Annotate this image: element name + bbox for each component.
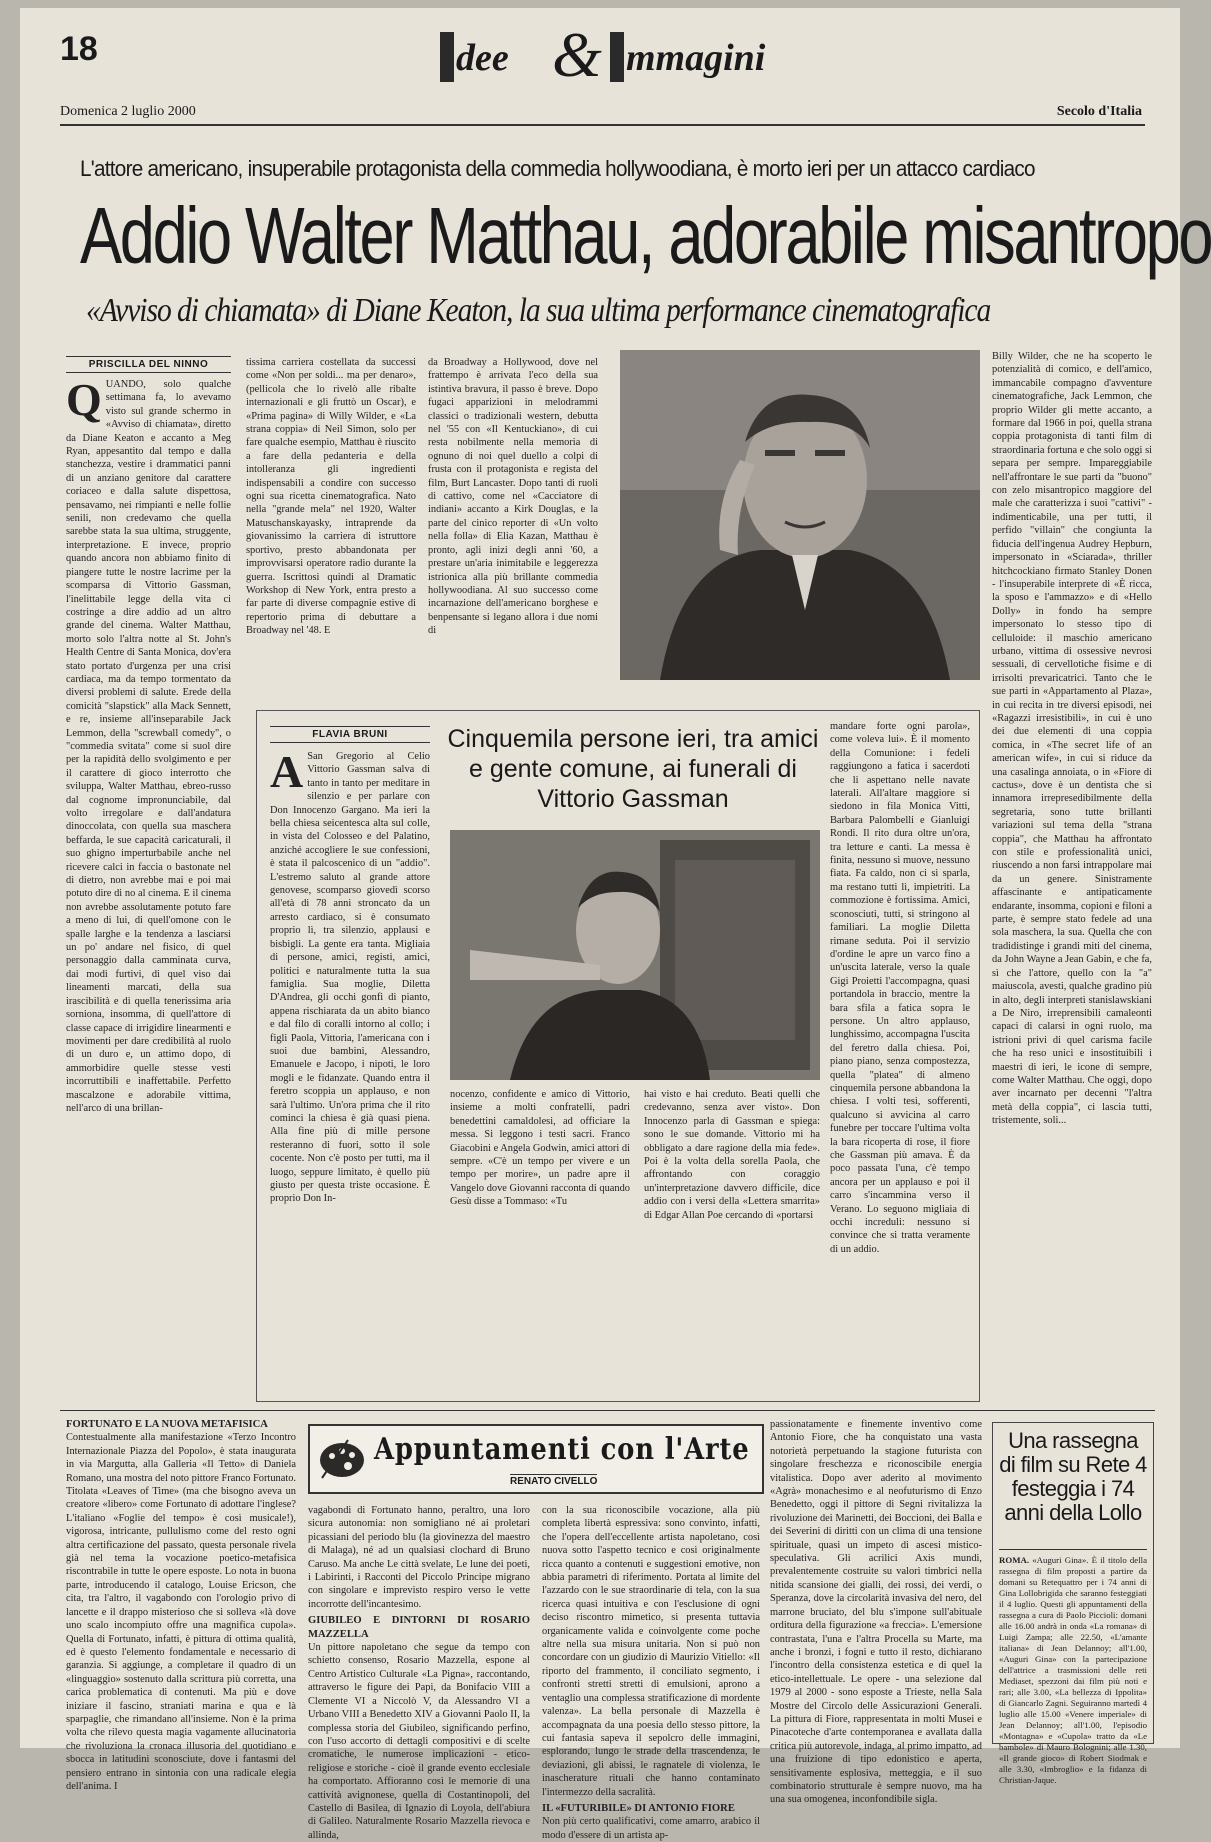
main-col-4: Billy Wilder, che ne ha scoperto le potenzialità di comico, e dell'amico, immancabile compagno d'avventure cinematografiche, Jack Lemmon, che proprio Wilder gli mette accanto, a formare dal 1966 in poi, quella strana coppia protagonista di tanti film di straordinaria fortuna e che solo oggi si separa per sempre. Impareggiabile nell'affrontare le sue parti da "buono" con zelo misantropico maggiore del male che caratterizza i suoi "cattivi" - indimenticabile, una per tutti, il perfido "villain" che congiunta la fiducia dell'ingenua Audrey Hepburn, impersonato in «Sciarada», thriller hitchcockiano firmato Stanley Donen - l'insuperabile interprete di «È ricca, la sposo e l'ammazzo» e di «Hello Dolly» in fondo ha sempre impersonato lo stesso tipo di celluloide: il maschio americano urbano, vittima di ossessive nevrosi sessuali, di cervellotiche fisime e di irrisolti prevaricatrici. Tanto che le sue parti in «Appartamento al Plaza», in cui recita in tre diversi episodi, nei «Ragazzi irresistibili», in cui è uno dei due elementi di una coppia comica, in «The secret life of an american wife», in cui si riduce da una casalinga annoiata, o in «Fiore di cactus», dove è un dentista che si innamora irrepresedibilmente della segretaria, sono tutte brillanti variazioni sul tema della "strana coppia", che Matthau ha affrontato con stile e professionalità unici, riuscendo a non farsi intrappolare mai da un genere. Sinistramente affascinante e antipaticamente endarante, insomma, copioni e filoni a parte, è sempre stato fedele ad una sola maschera, la sua. Quella che con tradidistinge i grandi miti del cinema, da John Wayne a Jean Gabin, e che fa, sì che l'attore, quello con la "a" maiuscola, avesti, qualche gradino più in alto, degli interpreti stanislawskiani a De Niro, irreprensibili camaleonti capaci di calarsi in ogni ruolo, ma istrioni privi di quel carisma facile che ha reso unici e insostituibili i maestri di ieri, le icone di sempre, come Walter Matthau. Che oggi, dopo aver incarnato per decenni "l'altra metà della coppia", ci lascia tutti, tristemente, soli... (992, 351, 1152, 1127)
gassman-headline: Cinquemila persone ieri, tra amici e gente comune, ai funerali di Vittorio Gassman (447, 725, 819, 813)
arte-col-2 (308, 1504, 530, 1841)
newspaper-name: Secolo d'Italia (1056, 104, 1142, 119)
headline: Addio Walter Matthau, adorabile misantropo (80, 191, 1211, 280)
palette-icon (318, 1434, 366, 1482)
section-logo-word-1: dee (456, 37, 509, 79)
lollo-box (992, 1422, 1154, 1785)
arte-title-box (308, 1424, 764, 1494)
newspaper-page (20, 8, 1211, 1841)
arte-col-1-text: Contestualmente alla manifestazione «Terzo Incontro Internazionale Piazza del Popolo», è stata inaugurata in via Margutta, alla Galleria «Il Tetto» di Daniela Romano, una mostra del noto pittore Franco Fortunato. Titolata «Leaves of Time» (ma che bisogno aveva un creatore «libero» come Fortunato di adottare l'inglese? L'italiano «Foglie del tempo» è così musicale!), vigorosa, intricante, pullulismo come del resto ogni altra certificazione del passato, questa personale rivela già nel tema la vocazione poetico-metafisica riscontrabile in tutte le opere esposte. Lo nota in buona parte, introducendo il catalogo, Louise Ericson, che cita, tra l'altro, il vagabondo con l'orologio privo di lancette e il drappo misterioso che si solleva «là dove uno scalo incompiuto offre una magnifica cupola». Quella di Fortunato, infatti, è pittura di ottima qualità, ed è questo l'elemento fondamentale e necessario di garanzia. Si aggiunge, a completare il quadro di un «linguaggio» sostenuto dalla scrittura più corretta, una carica problematica di contenuti. Ma più e dove iniziare il fascino, straniati marina e qua e là sparpaglie, che rimandano all'insieme. Non è la prima volta che rilevo questa magia vagamente allucinatoria che rivoluziona la cronaca illusoria del quotidiano e sbocca in latitudini sconosciute, dove i fantasmi del pensiero entrano in sintonia con una radicale elegia dell'anima. I (66, 1432, 296, 1792)
gassman-col-1 (270, 746, 430, 1390)
subheadline: «Avviso di chiamata» di Diane Keaton, la sua ultima performance cinematografica (86, 292, 991, 329)
page-number: 18 (60, 30, 98, 68)
kicker: L'attore americano, insuperabile protagonista della commedia hollywoodiana, è morto ieri per un attacco cardiaco (80, 156, 1035, 181)
gassman-col-1-text: San Gregorio al Celio Vittorio Gassman salva di tanto in tanto per meditare in silenzio e per parlare con Don Innocenzo Gargano. Ma ieri la bella chiesa seicentesca alta sul colle, in vista del Colosseo e del Palatino, anziché accogliere le sue confessioni, è stata il palcoscenico di un "addio". L'estremo saluto al grande attore genovese, scomparso giovedì scorso all'età di 78 anni stroncato da un arresto cardiaco, si è consumato proprio lì, tra silenzio, applausi e bisbigli. La gente era tanta. Migliaia di persone, amici, registi, amici, politici e naturalmente tutta la sua famiglia. Sua moglie, Diletta D'Andrea, gli occhi gonfi di pianto, appena rischiarata da un abito bianco e dal filo di coralli intorno al collo; i figli Paola, Vittoria, l'americana con i suoi due bambini, Alessandro, Emanuele e Jacopo, i nipoti, le loro mogli e le fidanzate. Quando entra il feretro scoppia un applauso, e non sarà l'ultimo. Un'ora prima che il rito cominci la chiesa è già quasi piena. Alla fine più di mille persone resteranno di fuori, sotto il sole cocente. Non c'è posto per tutti, ma il luogo, seppure limitato, è quello più giusto per questa triste occasione. È proprio Don In- (270, 751, 430, 1205)
arte-title: Appuntamenti con l'Arte (374, 1432, 750, 1467)
section-logo-word-2: mmagini (626, 37, 766, 79)
arte-col-3 (542, 1504, 760, 1841)
section-logo-ampersand: & (552, 19, 602, 90)
arte-col-1 (66, 1418, 296, 1792)
matthau-portrait-image (620, 350, 980, 680)
section-logo (440, 18, 800, 90)
main-col-1 (66, 374, 231, 1413)
arte-col-3b-text: Non più certo qualificativi, come amarro, arabico il modo d'essere di un artista ap- (542, 1816, 760, 1841)
gassman-portrait-image (450, 830, 820, 1080)
header-rule (60, 124, 1145, 126)
lollo-text: «Auguri Gina». È il titolo della rassegna di film proposti a partire da domani su Retequattro per i 74 anni di Gina Lollobrigida che saranno festeggiati il 4 luglio. Questi gli appuntamenti della rassegna a cura di Paolo Piccioli: domani alle 16.00 andrà in onda «La romana» di Luigi Zampa; alle 22.50, «L'amante italiana» di Jean Delannoy; all'1.00, «Auguri Gina» con la partecipazione dell'attrice a trasmissioni delle reti Mediaset, spezzoni dai film più noti e rari; alle 3.00, «La bellezza di Ippolita» di Giancarlo Zagni. Seguiranno martedì 4 luglio alle 15.00 «Venere imperiale» di Jean Delannoy; all'1.00, l'episodio «Montagna» e «Cupola» tratto da «Le bambole» di Mauro Bolognini; alle 1.30, «Il grande gioco» di Robert Siodmak e alle 3.30, «Imbroglio» e la fidanza di Christian-Jaque. (999, 1555, 1147, 1785)
gassman-author: FLAVIA BRUNI (270, 726, 430, 743)
main-author: PRISCILLA DEL NINNO (66, 356, 231, 373)
arte-col-1-head: FORTUNATO E LA NUOVA METAFISICA (66, 1419, 268, 1430)
arte-col-3-head: IL «FUTURIBILE» DI ANTONIO FIORE (542, 1802, 735, 1814)
lollo-headline: Una rassegna di film su Rete 4 festeggia i 74 anni della Lollo (999, 1428, 1147, 1525)
main-col-2: tissima carriera costellata da successi come «Non per soldi... ma per denaro», (pellicola che lo rivelò alle ribalte internazionali e gli fruttò un Oscar), e «Prima pagina» di Willy Wilder, e «La strana coppia» di Neil Simon, solo per fare qualche esempio, Matthau è riuscito a fare della pedanteria e della intolleranza gli ingredienti indispensabili a condire con successo ogni sua ricetta cinematografica. Nato nella "grande mela" nel 1920, Walter Matuschanskayasky, intraprende da giovanissimo la carriera di istruttore sportivo, presto abbandonata per improvvisarsi operatore radio durante la guerra. Iscrittosi quindi al Dramatic Workshop di New York, entra presto a far parte di diverse compagnie estive di repertorio prima di debuttare a Broadway nel '48. E (246, 357, 416, 637)
arte-col-3-text: con la sua riconoscibile vocazione, alla più completa libertà espressiva: sono convinto, infatti, che l'opera dell'eccellente artista napoletano, così nuova sotto l'aspetto tecnico e così originalmente ricca quanto a contenuti e suggestioni emotive, non abbia parametri di riferimento. Portata al limite del l'azzardo con le sue straordinarie di tela, con la sua ricerca quasi intuitiva e con l'esclusione di ogni deciso riscontro mimetico, si presenta tuttavia organicamente valida e coinvolgente come poche altre nella sua misura unitaria. Non si può non concordare con un giudizio di Maurizio Vitiello: «Il riporto del frammento, il conciliato segmento, i confronti stretti stretti di emulsioni, aprono a ventaglio una complessa stratificazione di mordente valenza». La bella personale di Mazzella è accompagnata da una poesia dello stesso pittore, la cui fantasia sapeva il sepolcro delle immagini, esplorando, lungo le strade della trascendenza, le deviazioni, gli abissi, le ragnatele di violenza, le inascherature rituali che hanno contaminato l'intermezzo della sacralità. (542, 1505, 760, 1798)
gassman-dropcap: A (270, 746, 304, 797)
gassman-col-2: nocenzo, confidente e amico di Vittorio, insieme a molti confratelli, padri benedettini camaldolesi, ad officiare la messa. Si leggono i testi sacri. Franco Giacobini e Angela Godwin, amici attori di sempre. «C'è un tempo per vivere e un tempo per morire», un padre apre il Vangelo dove Giovanni racconta di quando Gesù disse a Tommaso: «Tu (450, 1089, 630, 1208)
arte-col-2-text: vagabondi di Fortunato hanno, peraltro, una loro sicura autonomia: non somigliano né ai proletari picassiani del periodo blu (la giovinezza del maestro di Malaga), né ad un qualsiasi clochard di Bruno Caruso. Ma anche Le città svelate, Le lune dei poeti, i Labirinti, i Racconti del Piccolo Principe migrano con singolare e imprevisto respiro verso le vette incorrotte dell'incantesimo. (308, 1505, 530, 1610)
arte-col-2b-text: Un pittore napoletano che segue da tempo con schietto consenso, Rosario Mazzella, espone al Centro Artistico Culturale «La Pigna», raccontando, attraverso le figure dei Papi, da Bonifacio VIII a Clemente VI a Niccolò V, da Alessandro VI a Urbano VIII a Benedetto XIV a Giovanni Paolo II, la complessa storia del Giubileo, significando perfino, con l'uso accorto di dettagli compositivi e di scelte cromatiche, le numerose implicazioni - etico-religiose e storiche - cioè il grande evento ecclesiale ha comportato. Affioranno così le memorie di una cattività avignonese, quella di Costantinopoli, del Castello di Basilea, di Ignazio di Loyola, dell'abiura di Galileo. Naturalmente Rosario Mazzella rievoca e allinda, (308, 1642, 530, 1841)
main-dropcap: Q (66, 374, 102, 425)
main-col-3: da Broadway a Hollywood, dove nel frattempo è arrivata l'eco della sua istintiva bravura, il passo è breve. Dopo fugaci apparizioni in melodrammi classici o tradizionali western, debutta nel '55 con «Il Kentuckiano», di cui resta nobilmente nella memoria di ognuno di noi quel duello a colpi di frusta con il protagonista e regista del film, Burt Lancaster. Dopo tanti di ruoli di cattivo, come nel «Cacciatore di indiani» accanto a Kirk Douglas, e la parte del cinico reporter di «Un volto nella folla» di Elia Kazan, Matthau è pronto, agli inizi degli anni '60, a prestare un'aria inimitabile e leggerezza istrionica alla più brillante commedia hollywoodiana. Al suo successo come incarnazione dell'americano borghese e benpensante si legano allora i due nomi di (428, 357, 598, 637)
arte-col-4: passionatamente e finemente inventivo come Antonio Fiore, che ha conquistato una vasta notorietà perpetuando la stagione futurista con singolare freschezza e riconoscibile energia vitalistica. Dopo aver aderito al movimento «Agrà» monachesimo e al neofuturismo di Enzo Benedetto, oggi il pittore di Segni rivitalizza la rivoluzione dei Marinetti, dei Boccioni, dei Balla e dei Severini di diritti con un clima di una tensione spirituale, quasi un impeto di ascesi mistico-speculativa. Gli acrilici Axis mundi, prevalentemente costruite su valori timbrici nella nitida scansione dei gialli, dei rossi, dei verdi, o Speranza, dove la circolarità invasiva del nero, del marrone bruciato, del blu s'impone sull'abituale orditura della figurazione «a freccia». L'emersione contrastata, l'una e l'altra Procella su Marte, ma anche i bronzi, i fogni e tutto il resto, dichiarano l'incontro della consistenza estetica e di quel la etico-intellettuale. Le opere - una selezione dal 1979 al 2000 - sono esposte a Trieste, nella Sala Mostre del Circolo delle Assicurazioni Generali. La pittura di Fiore, rappresentata in molti Musei e Pinacoteche d'arte contemporanea e avallata dalla critica più autorevole, indaga, al primo impatto, ad una fruizione di tipo edonistico e aperta, sensitivamente esplosiva, metteggia, e il suo combinatorio strutturale è sempre nuovo, ma ha una sua omogenea, inconfondibile sigla. (770, 1419, 982, 1806)
mid-rule (60, 1410, 1155, 1411)
lollo-lead: ROMA. (999, 1555, 1030, 1565)
issue-date: Domenica 2 luglio 2000 (60, 104, 196, 119)
vittorio-gassman-photo (450, 830, 820, 1080)
lollo-body (999, 1555, 1147, 1785)
arte-col-2-head: GIUBILEO E DINTORNI DI ROSARIO MAZZELLA (308, 1615, 530, 1640)
walter-matthau-photo (620, 350, 980, 680)
gassman-col-3: hai visto e hai creduto. Beati quelli che credevanno, senza aver visto». Don Innocenzo parla di Gassman e spiega: sono le sue domande. Vittorio mi ha obbligato a dare ragione della mia fede». Poi è la volta della sorella Paola, che affrontando con coraggio un'interpretazione davvero difficile, dice addio con i versi della «Lettera smarrita» di Edgar Allan Poe cercando di «portarsi (644, 1089, 820, 1221)
arte-author: RENATO CIVELLO (510, 1476, 598, 1487)
gassman-col-4: mandare forte ogni parola», come voleva lui». È il momento della Comunione: i fedeli raggiungono a fatica i sacerdoti che li aspettano nelle navate laterali. All'altare maggiore si siedono in fila Monica Vitti, Barbara Palombelli e Gianluigi Rondi. Il rito dura oltre un'ora, tra letture e canti. La messa è finita, nessuno si muove, nessuno fiata. Fa caldo, non ci si sparla, ma restano tutti lì, impietriti. La commozione è fortissima. Amici, sconosciuti, tutti, si stringono al familiari. La moglie Diletta rimane seduta. Poi il servizio d'ordine le apre un varco fino a un'uscita laterale, verso la quale Gigi Proietti l'accompagna, quasi portandola in braccio, mentre la bara sfila a fatica sopra le persone. Un altro applauso, lunghissimo, accompagna l'uscita del feretro dalla chiesa. Poi, piano piano, senza compostezza, quella "platea" di almeno cinquemila persone abbandona la chiesa. I volti tesi, sofferenti, qualcuno si avvicina al carro funebre per toccare l'ultima volta la bara ricoperta di rose, il fiore che Gassman più amava. È da poco passata l'una, c'è tempo ancora per un applauso e poi il carro s'incammina verso il Verano. Lo seguono migliaia di occhi increduli: nessuno si convince che si tratta veramente di un addio. (830, 721, 970, 1255)
main-col-1-text: UANDO, solo qualche settimana fa, lo avevamo visto sul grande schermo in «Avviso di chiamata», diretto da Diane Keaton e accanto a Meg Ryan, appesantito dal tempo e dalla stanchezza, vestire i drammatici panni di un anziano genitore dal carattere coriaceo e dalla salute dispettosa, pensavamo, nei rimpianti e nelle follie senili, non credevamo che quella sarebbe stata la sua ultima, struggente, interpretazione. E invece, proprio quando ancora non abbiamo finito di piangere tutte le nostre lacrime per la scomparsa di Vittorio Gassman, l'inelittabile legge della vita ci costringe a dire addio ad un altro grande del cinema. Walter Matthau, morto solo l'altra notte al St. John's Health Centre di Santa Monica, dov'era stato portato d'urgenza per una crisi cardiaca, ma da tempo tormentato da diversi problemi di salute. Erede della comicità "slapstick" alla Mack Sennett, e re, insieme all'inseparabile Jack Lemmon, della "screwball comedy", o "commedia svitata" come si suol dire per la rapidità dello svolgimento e per il carattere di gioco interrotto che sviluppa, Walter Matthau, ebreo-russo dal cognome impronunciabile, dal volto irregolare e dall'andatura dinoccolata, con quella sua maschera beffarda, le sue capacità caricaturali, il suo ghigno imperturbabile anche nel ricevere calci in faccia o bastonate nel di dietro, non avrebbe mai e poi mai potuto dire di no al cinema. E il cinema non avrebbe assolutamente potuto fare a meno di lui, di quell'omone con le spalle larghe e la tendenza a lasciarsi un po' andare nel fisico, di quel personaggio dalla camminata curva, dai modi furtivi, di quel viso dai lineamenti marcati, della sua irascibilità e di quella tenerissima aria sorniona, insomma, di quell'attore di classe capace di irrigidire linearmenti e movimenti per dare credibilità al ruolo di un duro e, un attimo dopo, di ammorbidire quelle stesse vesti incorruttibili e inaffettabile. Perfetto mascalzone e adorabile vittima, nell'arco di una brillan- (66, 379, 231, 1114)
